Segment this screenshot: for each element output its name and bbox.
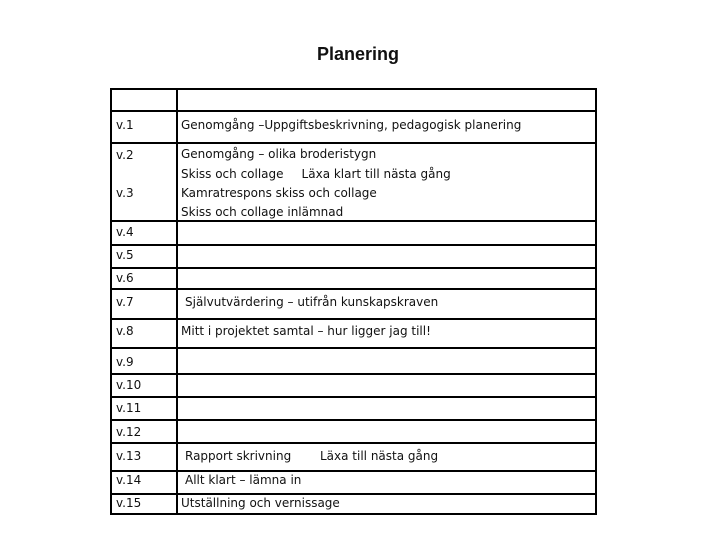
week-label: v.7: [116, 295, 134, 309]
row-divider: [112, 347, 595, 349]
week-label: v.4: [116, 225, 134, 239]
week-label: v.14: [116, 473, 142, 487]
week-label: v.11: [116, 401, 142, 415]
activity-text: Genomgång – olika broderistygn: [181, 147, 377, 161]
row-divider: [112, 244, 595, 246]
row-divider: [112, 288, 595, 290]
activity-text: Utställning och vernissage: [181, 496, 340, 510]
activity-text: Kamratrespons skiss och collage: [181, 186, 377, 200]
week-label: v.8: [116, 324, 134, 338]
week-label: v.10: [116, 378, 142, 392]
activity-text: Skiss och collage: [181, 167, 284, 181]
row-divider: [112, 318, 595, 320]
week-label: v.3: [116, 186, 134, 200]
row-divider: [112, 442, 595, 444]
week-label: v.1: [116, 118, 134, 132]
activity-text: Självutvärdering – utifrån kunskapskraven: [185, 295, 439, 309]
activity-text: Läxa klart till nästa gång: [301, 167, 451, 181]
row-divider: [112, 267, 595, 269]
page-title: Planering: [316, 44, 400, 64]
week-label: v.15: [116, 496, 142, 510]
activity-text: [181, 165, 451, 184]
week-label: v.12: [116, 425, 142, 439]
column-divider: [176, 90, 178, 513]
row-divider: [112, 110, 595, 112]
week-label: v.13: [116, 449, 142, 463]
activity-text: Rapport skrivning: [185, 449, 292, 463]
week-label: v.2: [116, 148, 134, 162]
activity-text: Läxa till nästa gång: [320, 449, 439, 463]
week-label: v.6: [116, 271, 134, 285]
activity-text: Mitt i projektet samtal – hur ligger jag till!: [181, 324, 431, 338]
planning-table: [110, 88, 597, 515]
activity-text: Genomgång –Uppgiftsbeskrivning, pedagogisk planering: [181, 118, 522, 132]
row-divider: [112, 373, 595, 375]
row-divider: [112, 396, 595, 398]
row-divider: [112, 142, 595, 144]
activity-text: Skiss och collage inlämnad: [181, 205, 344, 219]
activity-text: Allt klart – lämna in: [185, 473, 302, 487]
week-label: v.9: [116, 355, 134, 369]
week-label: v.5: [116, 248, 134, 262]
row-divider: [112, 419, 595, 421]
